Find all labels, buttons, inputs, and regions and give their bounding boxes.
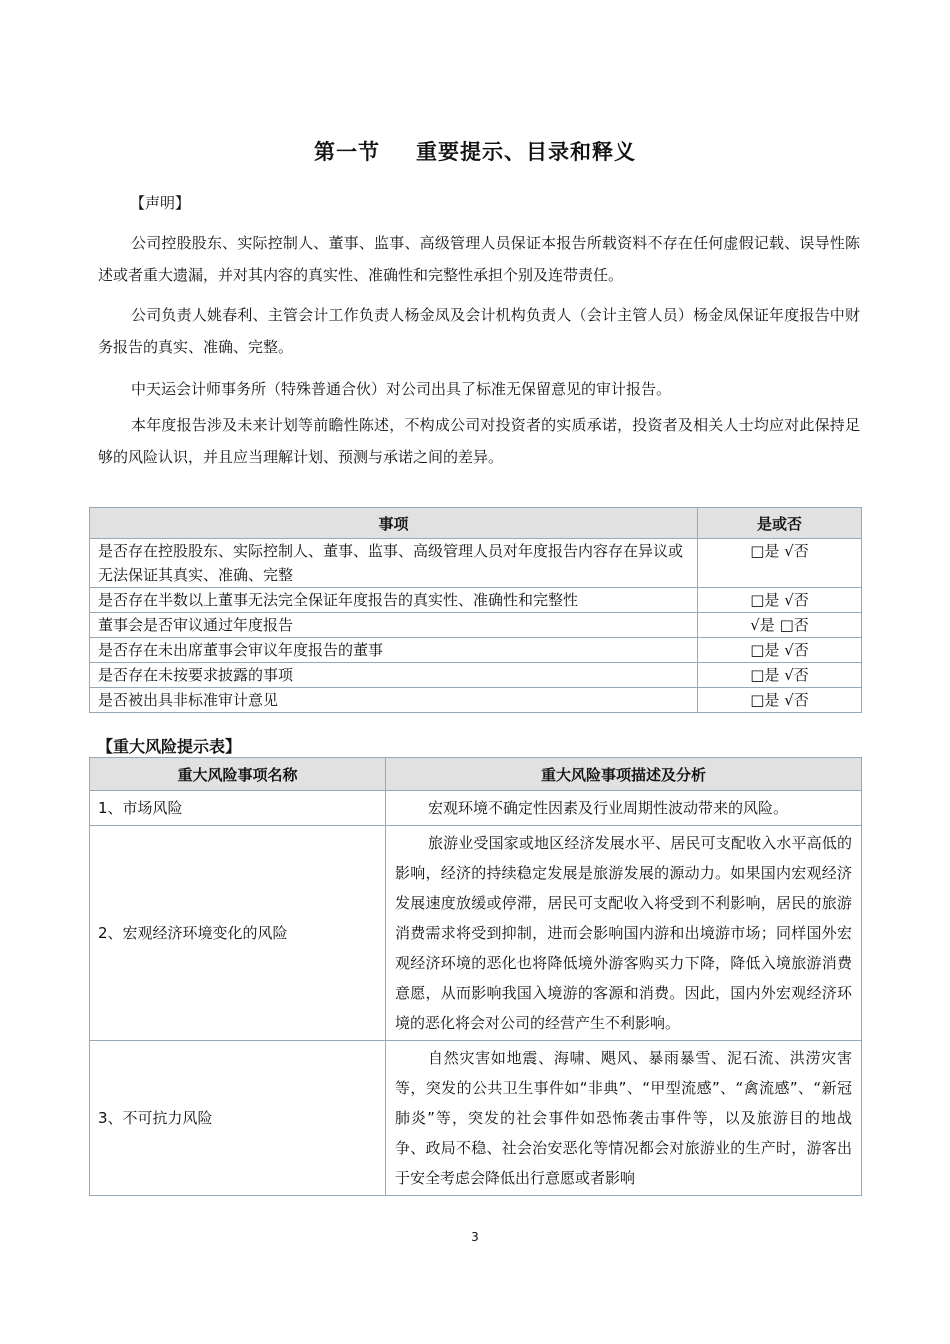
row-answer: □是 √否 <box>698 688 862 713</box>
row-item: 是否被出具非标准审计意见 <box>90 688 698 713</box>
header-item: 事项 <box>90 508 698 539</box>
table-row <box>90 826 862 1041</box>
header-risk-desc: 重大风险事项描述及分析 <box>386 758 862 791</box>
header-risk-name: 重大风险事项名称 <box>90 758 386 791</box>
table-row <box>90 613 862 638</box>
declaration-paragraph-3: 中天运会计师事务所（特殊普通合伙）对公司出具了标准无保留意见的审计报告。 <box>131 380 672 398</box>
row-answer: √是 □否 <box>698 613 862 638</box>
table-row <box>90 588 862 613</box>
row-item: 董事会是否审议通过年度报告 <box>90 613 698 638</box>
declaration-paragraph-2: 公司负责人姚春利、主管会计工作负责人杨金凤及会计机构负责人（会计主管人员）杨金凤保证年度报告中财务报告的真实、准确、完整。 <box>98 306 860 356</box>
row-answer: □是 √否 <box>698 588 862 613</box>
section-title <box>0 136 950 166</box>
section-number: 第一节 <box>314 140 380 164</box>
risk-name: 3、不可抗力风险 <box>90 1041 386 1196</box>
header-answer: 是或否 <box>698 508 862 539</box>
risk-name: 2、宏观经济环境变化的风险 <box>90 826 386 1041</box>
row-item: 是否存在未出席董事会审议年度报告的董事 <box>90 638 698 663</box>
table-row <box>90 1041 862 1196</box>
table-row <box>90 688 862 713</box>
declaration-paragraph-4: 本年度报告涉及未来计划等前瞻性陈述，不构成公司对投资者的实质承诺，投资者及相关人士均应对此保持足够的风险认识，并且应当理解计划、预测与承诺之间的差异。 <box>98 416 860 466</box>
risk-table-label: 【重大风险提示表】 <box>97 737 242 756</box>
row-item: 是否存在未按要求披露的事项 <box>90 663 698 688</box>
row-item: 是否存在半数以上董事无法完全保证年度报告的真实性、准确性和完整性 <box>90 588 698 613</box>
row-answer: □是 √否 <box>698 663 862 688</box>
risk-table <box>89 757 862 1196</box>
table-row <box>90 539 862 588</box>
table-row <box>90 638 862 663</box>
confirmation-table-header <box>90 508 862 539</box>
risk-desc: 宏观环境不确定性因素及行业周期性波动带来的风险。 <box>386 791 862 826</box>
table-row <box>90 791 862 826</box>
risk-name: 1、市场风险 <box>90 791 386 826</box>
risk-desc: 自然灾害如地震、海啸、飓风、暴雨暴雪、泥石流、洪涝灾害等，突发的公共卫生事件如“非典”、“甲型流感”、“禽流感”、“新冠肺炎”等，突发的社会事件如恐怖袭击事件等，以及旅游目的地战争、政局不稳、社会治安恶化等情况都会对旅游业的生产时，游客出于安全考虑会降低出行意愿或者影响 <box>386 1041 862 1196</box>
declaration-label: 【声明】 <box>130 194 191 212</box>
row-answer: □是 √否 <box>698 638 862 663</box>
section-heading: 重要提示、目录和释义 <box>416 140 636 164</box>
risk-table-header <box>90 758 862 791</box>
row-answer: □是 √否 <box>698 539 862 588</box>
risk-desc: 旅游业受国家或地区经济发展水平、居民可支配收入水平高低的影响，经济的持续稳定发展是旅游发展的源动力。如果国内宏观经济发展速度放缓或停滞，居民可支配收入将受到不利影响，居民的旅游消费需求将受到抑制，进而会影响国内游和出境游市场；同样国外宏观经济环境的恶化也将降低境外游客购买力下降，降低入境旅游消费意愿，从而影响我国入境游的客源和消费。因此，国内外宏观经济环境的恶化将会对公司的经营产生不利影响。 <box>386 826 862 1041</box>
confirmation-table <box>89 507 862 713</box>
page-number: 3 <box>471 1230 479 1244</box>
declaration-paragraph-1: 公司控股股东、实际控制人、董事、监事、高级管理人员保证本报告所载资料不存在任何虚假记载、误导性陈述或者重大遗漏，并对其内容的真实性、准确性和完整性承担个别及连带责任。 <box>98 234 860 284</box>
table-row <box>90 663 862 688</box>
row-item: 是否存在控股股东、实际控制人、董事、监事、高级管理人员对年度报告内容存在异议或无法保证其真实、准确、完整 <box>90 539 698 588</box>
